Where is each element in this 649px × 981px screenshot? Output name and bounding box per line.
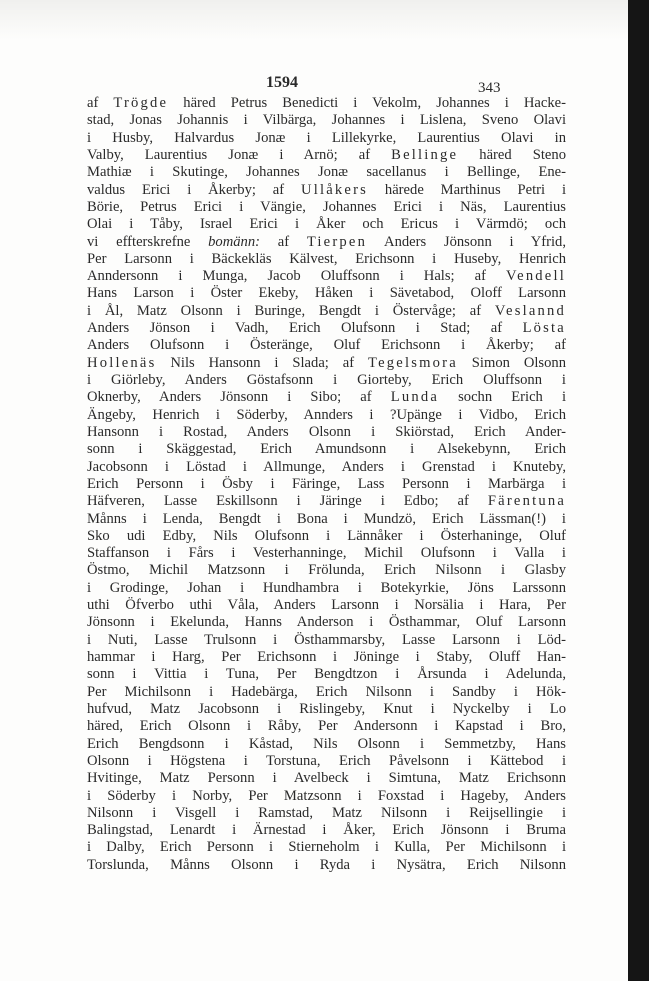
text-segment: af <box>260 233 307 250</box>
text-line <box>87 545 566 562</box>
spaced-place-name: Färentuna <box>487 493 566 510</box>
text-line <box>87 632 566 649</box>
text-segment: Anders Jönson i Vadh, Erich Olufsonn i Stad; af <box>87 320 523 337</box>
text-segment: i Husby, Halvardus Jonæ i Lillekyrke, Laurentius Olavi in <box>87 129 566 146</box>
text-line <box>87 320 566 337</box>
text-segment: Jacobsonn i Löstad i Allmunge, Anders i Grenstad i Knuteby, <box>87 458 566 475</box>
text-line <box>87 666 566 683</box>
text-segment: Balingstad, Lenardt i Ärnestad i Åker, Erich Jönsonn i Bruma <box>87 822 566 839</box>
text-segment: i Söderby i Norby, Per Matzsonn i Foxstad i Hageby, Anders <box>87 787 566 804</box>
text-line <box>87 493 566 510</box>
spaced-place-name: Vendell <box>506 268 566 285</box>
text-segment: häred Steno <box>458 146 566 163</box>
text-segment: Anders Olufsonn i Österänge, Oluf Erichsonn i Åkerby; af <box>87 337 566 354</box>
text-line <box>87 372 566 389</box>
text-line <box>87 147 566 164</box>
text-segment: Erich Personn i Ösby i Färinge, Lass Personn i Marbärga i <box>87 475 566 492</box>
text-line <box>87 268 566 285</box>
text-segment: Nilsonn i Visgell i Ramstad, Matz Nilsonn i Reijsellingie i <box>87 804 566 821</box>
text-line <box>87 303 566 320</box>
spaced-place-name: Hollenäs <box>87 354 157 371</box>
text-line <box>87 407 566 424</box>
text-segment: sochn Erich i <box>439 389 566 406</box>
text-line <box>87 684 566 701</box>
text-line <box>87 164 566 181</box>
text-segment: Per Michilsonn i Hadebärga, Erich Nilsonn i Sandby i Hök- <box>87 683 566 700</box>
text-segment: häred Petrus Benedicti i Vekolm, Johannes i Hacke- <box>168 95 566 111</box>
text-line <box>87 511 566 528</box>
text-line <box>87 337 566 354</box>
text-segment: stad, Jonas Johannis i Vilbärga, Johannes i Lislena, Sveno Olavi <box>87 112 566 129</box>
text-segment: häred, Erich Olsonn i Råby, Per Andersonn i Kapstad i Bro, <box>87 718 566 735</box>
text-line <box>87 234 566 251</box>
text-segment: sonn i Skäggestad, Erich Amundsonn i Alsekebynn, Erich <box>87 441 566 458</box>
text-segment: Sko udi Edby, Nils Olufsonn i Lännåker i Österhaninge, Oluf <box>87 527 566 544</box>
text-segment: Olsonn i Högstena i Torstuna, Erich Påvelsonn i Kättebod i <box>87 752 566 769</box>
text-segment: Simon Olsonn <box>457 354 566 371</box>
text-line <box>87 130 566 147</box>
text-segment: i Dalby, Erich Personn i Stierneholm i Kulla, Per Michilsonn i <box>87 839 566 856</box>
text-line <box>87 857 566 874</box>
text-segment: i Nuti, Lasse Trulsonn i Östhammarsby, Lasse Larsonn i Löd- <box>87 631 566 648</box>
text-line <box>87 216 566 233</box>
spaced-place-name: Lunda <box>390 389 440 406</box>
text-line <box>87 649 566 666</box>
text-segment: Månns i Lenda, Bengdt i Bona i Mundzö, Erich Lässman(!) i <box>87 510 566 527</box>
text-segment: Ängeby, Henrich i Söderby, Annders i ?Upänge i Vidbo, Erich <box>87 406 566 423</box>
text-line <box>87 424 566 441</box>
text-segment: Torslunda, Månns Olsonn i Ryda i Nysätra, Erich Nilsonn <box>87 856 566 873</box>
text-segment: Valby, Laurentius Jonæ i Arnö; af <box>87 146 392 163</box>
text-line <box>87 788 566 805</box>
spaced-place-name: Tegelsmora <box>368 354 458 371</box>
text-line <box>87 182 566 199</box>
text-segment: Oknerby, Anders Jönsonn i Sibo; af <box>87 389 391 406</box>
text-segment: uthi Öfverbo uthi Våla, Anders Larsonn i Norsälia i Hara, Per <box>87 597 566 614</box>
text-segment: Staffanson i Fårs i Vesterhanninge, Michil Olufsonn i Valla i <box>87 545 566 562</box>
text-line <box>87 839 566 856</box>
text-segment: Jönsonn i Ekelunda, Hanns Anderson i Östhammar, Oluf Larsonn <box>87 614 566 631</box>
spaced-place-name: Bellinge <box>391 146 459 163</box>
text-line <box>87 389 566 406</box>
text-segment: Olai i Tåby, Israel Erici i Åker och Ericus i Värmdö; och <box>87 216 566 233</box>
spaced-place-name: Veslannd <box>494 302 566 319</box>
text-segment: Häfveren, Lasse Eskillsonn i Järinge i Edbo; af <box>87 493 488 510</box>
text-line <box>87 476 566 493</box>
text-line <box>87 822 566 839</box>
scan-page-edge <box>628 0 649 981</box>
spaced-place-name: Tierpen <box>306 233 368 250</box>
spaced-place-name: Ullåkers <box>301 181 369 198</box>
text-segment: sonn i Vittia i Tuna, Per Bengdtzon i Årsunda i Adelunda, <box>87 666 566 683</box>
text-segment: Per Larsonn i Bäckekläs Kälvest, Erichsonn i Huseby, Henrich <box>87 250 566 267</box>
text-segment: hammar i Harg, Per Erichsonn i Jöninge i Staby, Oluff Han- <box>87 649 566 665</box>
text-segment: Hvitinge, Matz Personn i Avelbeck i Simtuna, Matz Erichsonn <box>87 770 566 787</box>
spaced-place-name: Lösta <box>522 320 566 337</box>
text-segment: Börie, Petrus Erici i Vängie, Johannes Erici i Näs, Laurentius <box>87 198 566 215</box>
text-segment: i Grodinge, Johan i Hundhambra i Botekyrkie, Jöns Larssonn <box>87 579 566 596</box>
running-head-year: 1594 <box>266 74 298 91</box>
text-line <box>87 614 566 631</box>
text-segment: Nils Hansonn i Slada; af <box>156 354 369 371</box>
text-line <box>87 441 566 458</box>
text-line <box>87 701 566 718</box>
text-segment: i Ål, Matz Olsonn i Buringe, Bengdt i Östervåge; af <box>87 302 495 319</box>
text-line <box>87 112 566 129</box>
text-line <box>87 580 566 597</box>
text-segment: i Giörleby, Anders Göstafsonn i Giorteby, Erich Oluffsonn i <box>87 372 566 388</box>
text-line <box>87 753 566 770</box>
text-segment: af <box>87 95 114 111</box>
text-line <box>87 199 566 216</box>
text-line <box>87 95 566 112</box>
text-line <box>87 805 566 822</box>
text-segment: Anndersonn i Munga, Jacob Oluffsonn i Hals; af <box>87 268 507 285</box>
text-line <box>87 459 566 476</box>
italic-term: bomänn: <box>208 233 260 250</box>
text-line <box>87 597 566 614</box>
text-segment: Erich Bengdsonn i Kåstad, Nils Olsonn i Semmetzby, Hans <box>87 735 566 752</box>
text-segment: Hans Larson i Öster Ekeby, Håken i Sävetabod, Oloff Larsonn <box>87 285 566 302</box>
text-line <box>87 285 566 302</box>
text-segment: Östmo, Michil Matzsonn i Frölunda, Erich Nilsonn i Glasby <box>87 562 566 579</box>
text-segment: härede Marthinus Petri i <box>368 181 566 198</box>
page-number: 343 <box>478 80 501 96</box>
text-segment: hufvud, Matz Jacobsonn i Rislingeby, Knut i Nyckelby i Lo <box>87 700 566 717</box>
text-segment: Anders Jönsonn i Yfrid, <box>367 233 567 250</box>
text-segment: Hansonn i Rostad, Anders Olsonn i Skiörstad, Erich Ander- <box>87 423 566 440</box>
text-segment: valdus Erici i Åkerby; af <box>87 181 301 198</box>
text-segment: Mathiæ i Skutinge, Johannes Jonæ sacellanus i Bellinge, Ene- <box>87 164 566 181</box>
text-segment: vi effterskrefne <box>87 233 209 250</box>
text-line <box>87 528 566 545</box>
text-line <box>87 251 566 268</box>
body-text <box>87 95 566 874</box>
text-line <box>87 736 566 753</box>
text-line <box>87 562 566 579</box>
text-line <box>87 355 566 372</box>
scan-top-shade <box>0 0 628 40</box>
spaced-place-name: Trögde <box>113 95 169 111</box>
text-line <box>87 718 566 735</box>
text-line <box>87 770 566 787</box>
